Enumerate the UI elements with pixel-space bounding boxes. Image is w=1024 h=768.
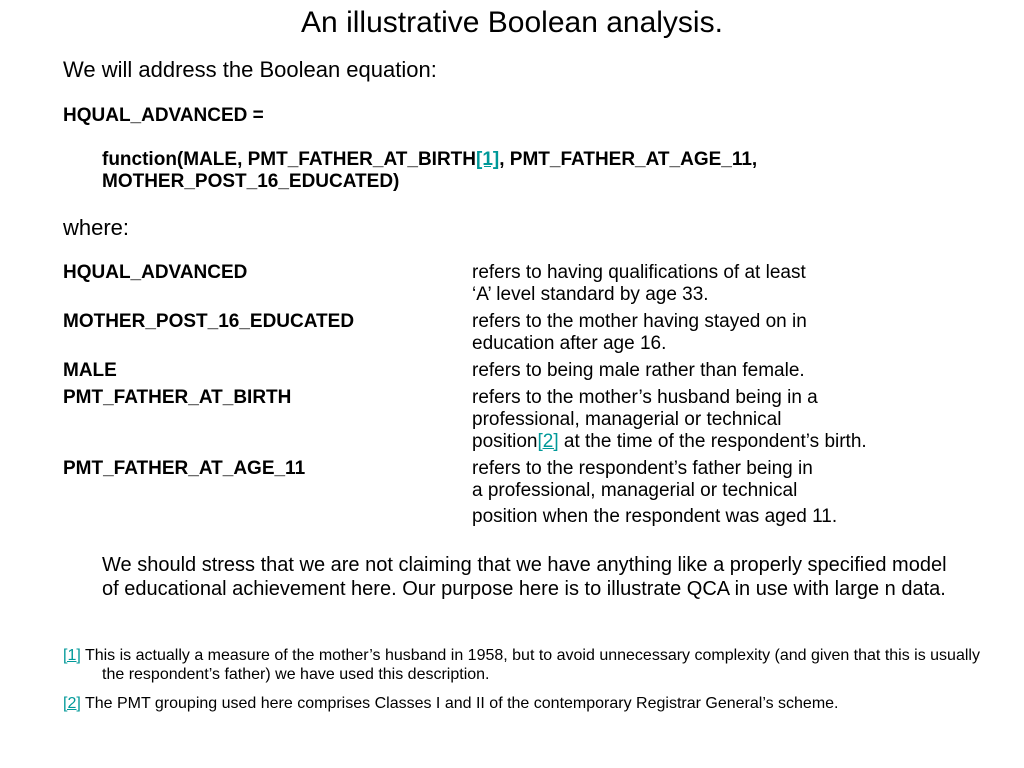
definition-line-start: position [472, 431, 538, 452]
where-label: where: [63, 215, 130, 240]
definition-line [472, 431, 992, 453]
definition-hqual-advanced [472, 262, 992, 306]
note-paragraph: We should stress that we are not claiming that we have anything like a properly specified model of educational achievement here. Our purpose here is to illustrate QCA in use with large n data. [102, 554, 947, 600]
definition-line: professional, managerial or technical [472, 409, 782, 430]
term-pmt-father-at-birth: PMT_FATHER_AT_BIRTH [63, 387, 292, 408]
definition-line: education after age 16. [472, 333, 667, 354]
footnote-ref-2-link[interactable]: [2] [537, 431, 559, 452]
term-male: MALE [63, 360, 117, 381]
definition-line: ‘A’ level standard by age 33. [472, 284, 709, 305]
definition-line: refers to the mother’s husband being in a [472, 387, 818, 408]
equation-function-start: function(MALE, PMT_FATHER_AT_BIRTH [102, 149, 476, 170]
intro-text: We will address the Boolean equation: [63, 57, 437, 82]
definition-pmt-father-at-age-11 [472, 458, 992, 528]
term-hqual-advanced: HQUAL_ADVANCED [63, 262, 248, 283]
term-mother-post-16-educated: MOTHER_POST_16_EDUCATED [63, 311, 355, 332]
term-pmt-father-at-age-11: PMT_FATHER_AT_AGE_11 [63, 458, 306, 479]
definition-line: refers to the mother having stayed on in [472, 311, 807, 332]
footnote-1-marker-link[interactable]: [1] [63, 647, 81, 664]
definition-mother-post-16-educated [472, 311, 992, 355]
definition-line: refers to being male rather than female. [472, 360, 805, 381]
definition-male [472, 360, 992, 382]
definition-line: refers to having qualifications of at least [472, 262, 806, 283]
footnote-ref-1-link[interactable]: [1] [476, 149, 500, 170]
definition-line: refers to the respondent’s father being in [472, 458, 813, 479]
footnote-2-text: The PMT grouping used here comprises Classes I and II of the contemporary Registrar General’s scheme. [80, 695, 839, 712]
definition-line-end: at the time of the respondent’s birth. [558, 431, 867, 452]
equation-rhs [102, 149, 942, 193]
equation-lhs: HQUAL_ADVANCED = [63, 105, 264, 126]
definition-pmt-father-at-birth [472, 387, 992, 453]
footnote-1-text: This is actually a measure of the mother’s husband in 1958, but to avoid unnecessary complexity (and given that this is usually the respondent’s father) we have used this description. [80, 647, 980, 683]
definition-line: a professional, managerial or technical [472, 480, 798, 501]
definition-line: position when the respondent was aged 11. [472, 506, 838, 527]
page-title: An illustrative Boolean analysis. [301, 6, 723, 39]
equation-function-end: , PMT_FATHER_AT_AGE_11, MOTHER_POST_16_EDUCATED) [102, 149, 758, 192]
footnote-2-marker-link[interactable]: [2] [63, 695, 81, 712]
footnote-2 [63, 694, 1002, 713]
footnote-1 [63, 646, 1002, 684]
